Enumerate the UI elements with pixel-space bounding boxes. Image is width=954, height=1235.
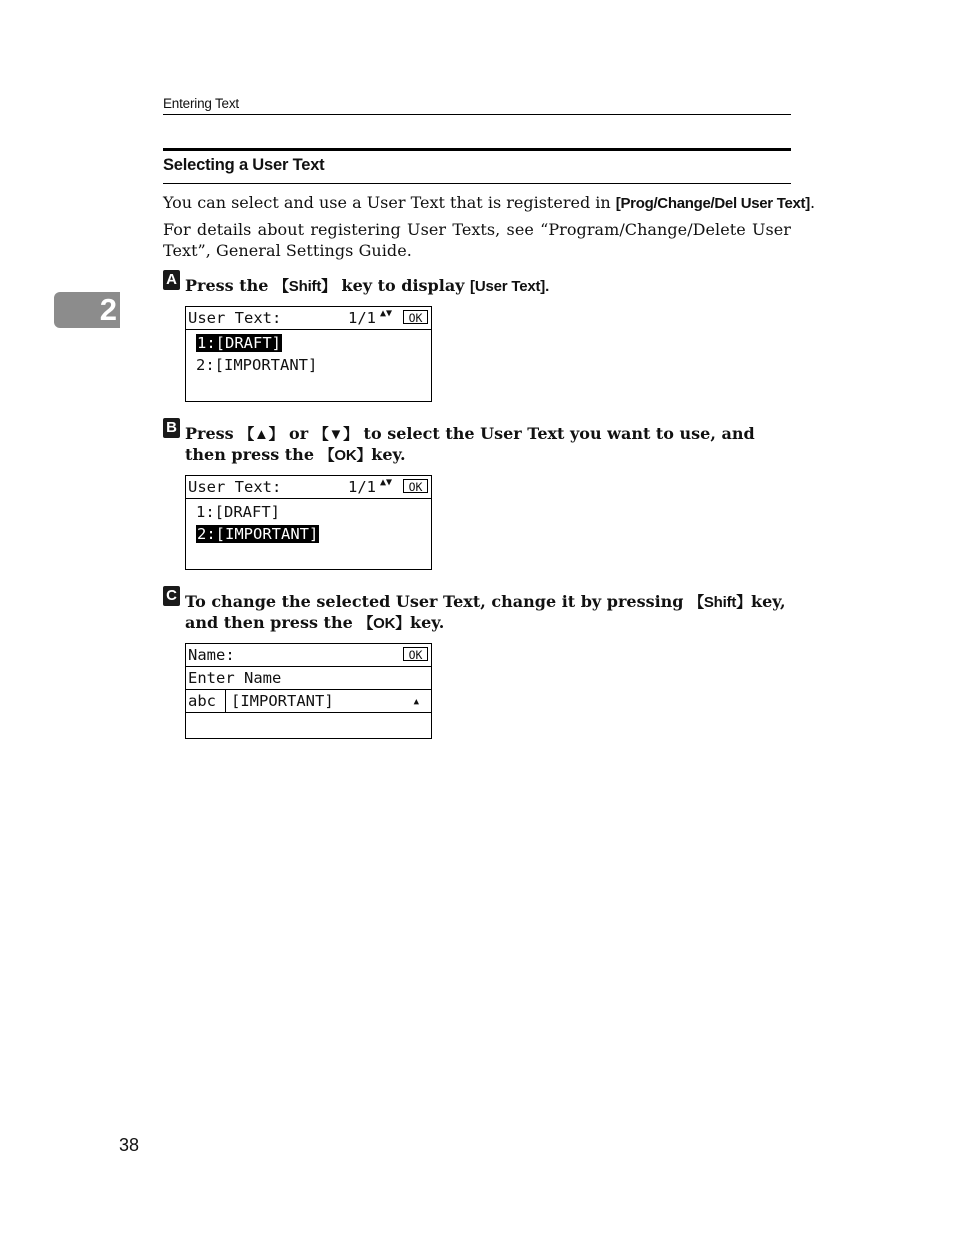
lcd-screen-2 <box>185 475 432 570</box>
up-key-label: 【▲】 <box>239 426 284 443</box>
lcd-list-item <box>186 332 431 354</box>
menu-term: [Prog/Change/Del User Text] <box>615 195 810 212</box>
ok-key-label: 【OK】 <box>319 447 372 464</box>
lcd-title-row <box>186 644 431 667</box>
shift-key-label: 【Shift】 <box>274 278 336 295</box>
intro-paragraph-2: For details about registering User Texts, see “Program/Change/Delete User Text”, General Settings Guide. <box>163 220 791 260</box>
lcd-list-item <box>186 523 431 545</box>
lcd-screen-3 <box>185 643 432 739</box>
lcd-title: Name: <box>188 646 235 664</box>
input-mode-indicator: abc <box>186 690 226 712</box>
step-2-instruction <box>185 424 791 466</box>
lcd-prompt: Enter Name <box>188 669 282 687</box>
lcd-title: User Text: <box>188 309 282 327</box>
step-3-text-b: key, and then press the <box>185 592 786 632</box>
header-rule <box>163 114 791 115</box>
section-title: Selecting a User Text <box>163 156 325 174</box>
step-1-instruction <box>185 276 791 297</box>
lcd-item-selected: 1:[DRAFT] <box>197 334 281 352</box>
page-number: 38 <box>119 1135 140 1155</box>
step-3-badge: C <box>163 586 180 606</box>
intro-text: You can select and use a User Text that is registered in <box>163 193 616 212</box>
lcd-page-indicator: 1/1 <box>348 309 376 327</box>
intro-paragraph-1 <box>163 192 816 214</box>
lcd-list-item <box>186 501 431 523</box>
scroll-arrows-icon: ▲▼ <box>380 477 393 488</box>
lcd-entry-row <box>186 689 431 713</box>
ok-icon: OK <box>403 647 428 661</box>
intro-period: . <box>809 193 816 212</box>
step-2-text-c: to select the User Text you want to use, and then press the <box>185 424 755 464</box>
scroll-arrows-icon: ▲▼ <box>380 308 393 319</box>
step-2-badge: B <box>163 418 180 438</box>
step-2-text-a: Press <box>185 424 240 443</box>
lcd-page-indicator: 1/1 <box>348 478 376 496</box>
lcd-screen-1 <box>185 306 432 402</box>
lcd-item-label: 2:[IMPORTANT] <box>196 356 318 374</box>
step-1-text-a: Press the <box>185 276 274 295</box>
step-3-text-a: To change the selected User Text, change it by pressing <box>185 592 690 611</box>
lcd-title-row <box>186 476 431 499</box>
ok-icon: OK <box>403 479 428 493</box>
down-key-label: 【▼】 <box>313 426 358 443</box>
section-rule-bottom <box>163 183 791 184</box>
lcd-item-selected: 2:[IMPORTANT] <box>197 525 319 543</box>
section-rule-top <box>163 148 791 151</box>
step-3-text-c: key. <box>410 613 445 632</box>
lcd-title: User Text: <box>188 478 282 496</box>
step-2-text-d: key. <box>371 445 406 464</box>
lcd-list-item <box>186 354 431 376</box>
lcd-title-row <box>186 307 431 330</box>
step-2-text-b: or <box>283 424 314 443</box>
step-3-instruction <box>185 592 791 634</box>
shift-key-label: 【Shift】 <box>689 594 751 611</box>
step-1-badge: A <box>163 270 180 290</box>
step-1-text-b: key to display <box>335 276 471 295</box>
ok-icon: OK <box>403 310 428 324</box>
chapter-number: 2 <box>99 292 117 327</box>
user-text-term: [User Text]. <box>470 278 550 295</box>
lcd-item-label: 1:[DRAFT] <box>196 503 280 521</box>
ok-key-label: 【OK】 <box>358 615 411 632</box>
name-entry-field <box>226 690 431 712</box>
cursor-caret-icon: ▲ <box>413 697 419 707</box>
running-header: Entering Text <box>163 96 239 111</box>
entry-value: [IMPORTANT] <box>231 692 334 710</box>
